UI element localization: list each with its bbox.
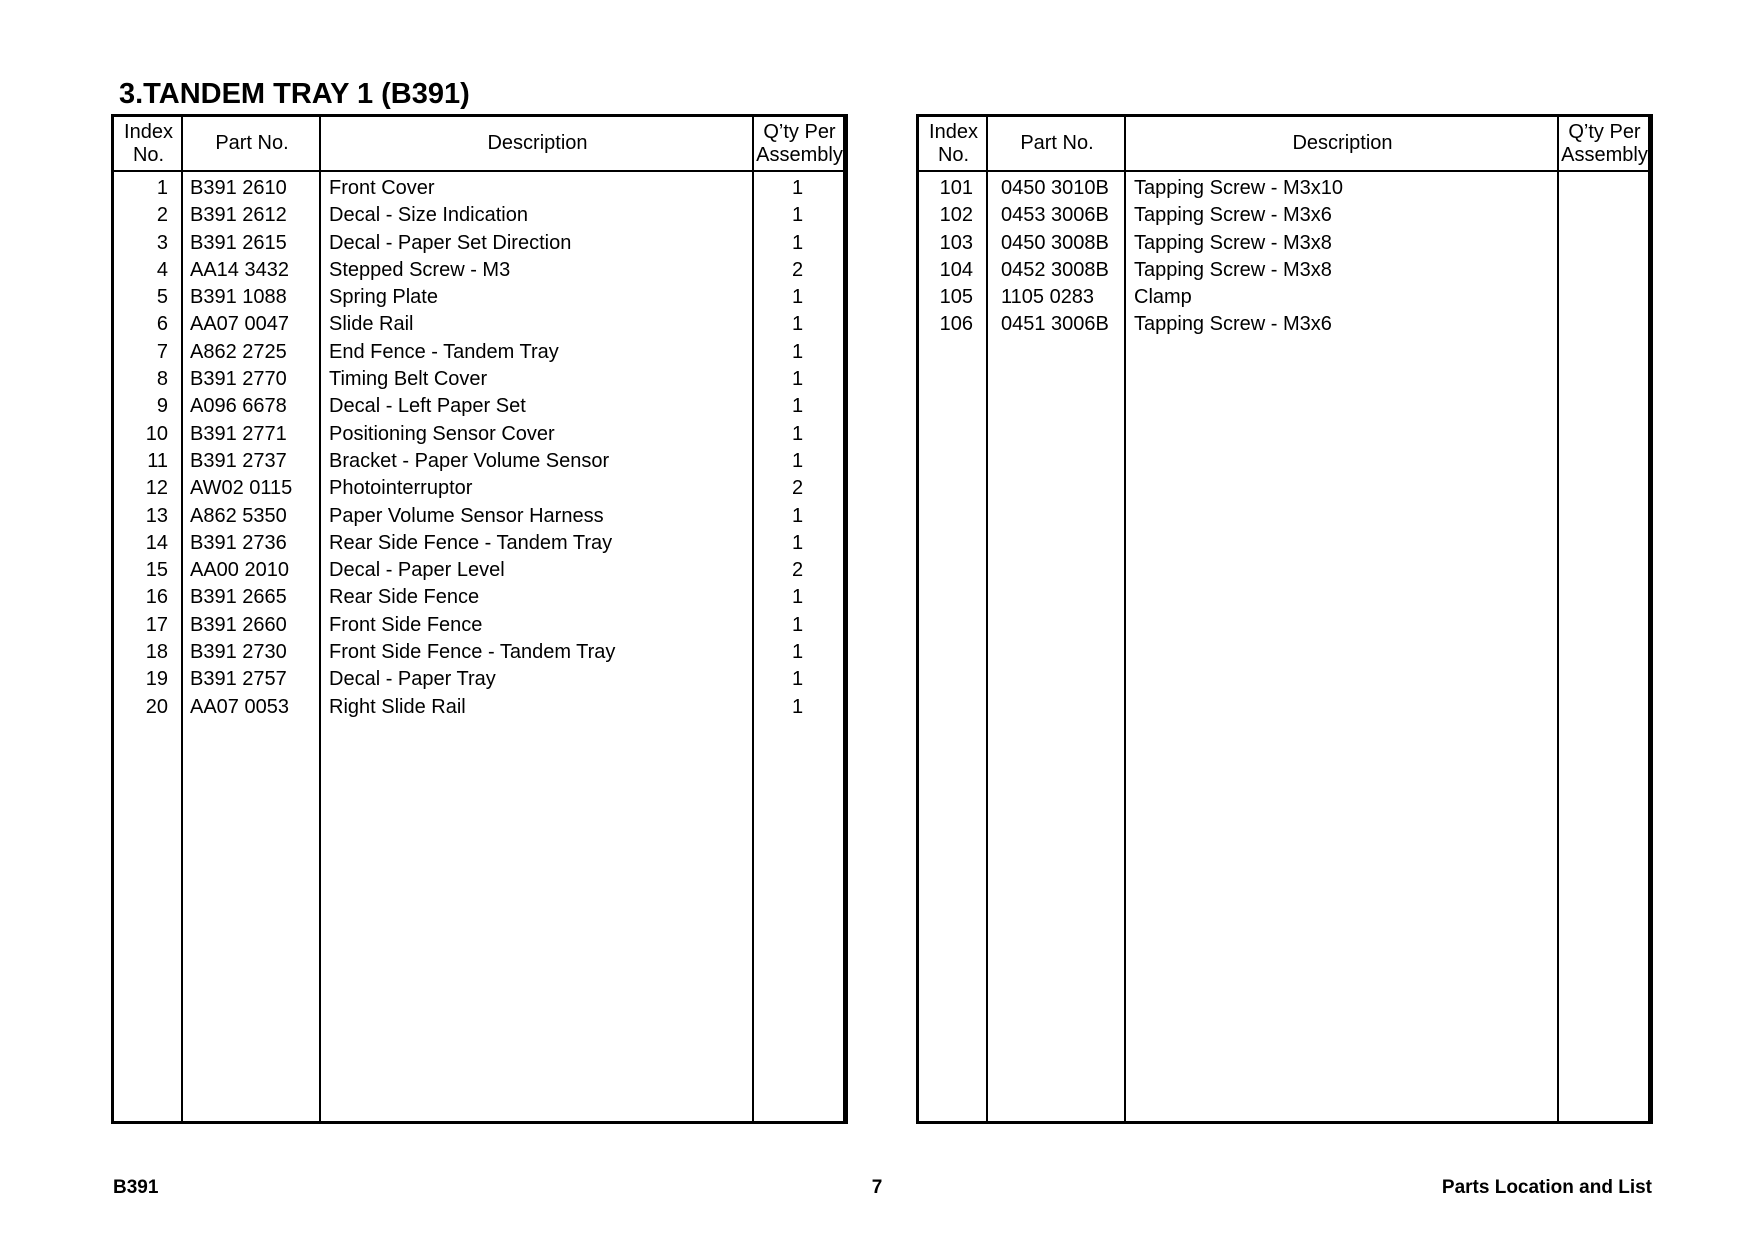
table-row	[114, 311, 845, 338]
table-body	[114, 175, 845, 721]
table-row	[114, 666, 845, 693]
qty-cell: 2	[791, 559, 804, 582]
qty-cell: 2	[791, 258, 804, 281]
part-no-cell: AA07 0053	[190, 695, 289, 718]
part-no-cell: AA14 3432	[190, 258, 289, 281]
table-row	[114, 339, 845, 366]
header-divider	[919, 170, 1650, 172]
description-cell: Front Side Fence - Tandem Tray	[329, 641, 616, 664]
part-no-cell: B391 2757	[190, 668, 287, 691]
qty-cell: 1	[791, 668, 804, 691]
footer-section: Parts Location and List	[1441, 1177, 1652, 1198]
description-cell: Slide Rail	[329, 313, 414, 336]
parts-table-left	[111, 114, 848, 1124]
qty-cell: 1	[791, 695, 804, 718]
header-index: Index No.	[124, 120, 173, 166]
table-row	[114, 257, 845, 284]
part-no-cell: B391 2770	[190, 368, 287, 391]
part-no-cell: 0452 3008B	[1001, 258, 1109, 281]
index-cell: 18	[145, 641, 168, 664]
index-cell: 12	[145, 477, 168, 500]
table-row	[114, 448, 845, 475]
header-qty: Q’ty Per Assembly	[1561, 120, 1648, 166]
part-no-cell: A862 5350	[190, 504, 287, 527]
table-row	[919, 311, 1650, 338]
part-no-cell: B391 2737	[190, 449, 287, 472]
index-cell: 3	[156, 231, 168, 254]
part-no-cell: 0453 3006B	[1001, 204, 1109, 227]
description-cell: Stepped Screw - M3	[329, 258, 511, 281]
table-row	[114, 202, 845, 229]
index-cell: 10	[145, 422, 168, 445]
table-row	[114, 503, 845, 530]
part-no-cell: 0450 3008B	[1001, 231, 1109, 254]
description-cell: Decal - Size Indication	[329, 204, 528, 227]
part-no-cell: B391 2665	[190, 586, 287, 609]
index-cell: 5	[156, 286, 168, 309]
index-cell: 102	[939, 204, 973, 227]
table-row	[114, 612, 845, 639]
index-cell: 7	[156, 340, 168, 363]
description-cell: Decal - Left Paper Set	[329, 395, 526, 418]
header-qty: Q’ty Per Assembly	[756, 120, 843, 166]
table-row	[114, 175, 845, 202]
index-cell: 8	[156, 368, 168, 391]
part-no-cell: B391 2610	[190, 177, 287, 199]
table-row	[114, 584, 845, 611]
index-cell: 4	[156, 258, 168, 281]
table-row	[114, 421, 845, 448]
qty-cell: 1	[791, 177, 804, 199]
description-cell: Timing Belt Cover	[329, 368, 488, 391]
description-cell: Tapping Screw - M3x6	[1134, 313, 1332, 336]
table-row	[114, 475, 845, 502]
page-title: 3.TANDEM TRAY 1 (B391)	[119, 78, 470, 110]
table-row	[114, 694, 845, 721]
qty-cell: 1	[791, 586, 804, 609]
description-cell: Tapping Screw - M3x8	[1134, 231, 1332, 254]
description-cell: Tapping Screw - M3x6	[1134, 204, 1332, 227]
index-cell: 103	[939, 231, 973, 254]
description-cell: Positioning Sensor Cover	[329, 422, 555, 445]
qty-cell: 1	[791, 340, 804, 363]
description-cell: Rear Side Fence	[329, 586, 480, 609]
qty-cell: 1	[791, 641, 804, 664]
index-cell: 16	[145, 586, 168, 609]
description-cell: Decal - Paper Set Direction	[329, 231, 572, 254]
description-cell: End Fence - Tandem Tray	[329, 340, 559, 363]
table-row	[114, 366, 845, 393]
part-no-cell: A096 6678	[190, 395, 287, 418]
description-cell: Paper Volume Sensor Harness	[329, 504, 604, 527]
qty-cell: 1	[791, 449, 804, 472]
index-cell: 14	[145, 531, 168, 554]
header-description: Description	[1292, 132, 1393, 154]
description-cell: Tapping Screw - M3x10	[1134, 177, 1343, 199]
qty-cell: 1	[791, 504, 804, 527]
description-cell: Front Cover	[329, 177, 435, 199]
qty-cell: 1	[791, 286, 804, 309]
index-cell: 1	[156, 177, 168, 199]
qty-cell: 1	[791, 395, 804, 418]
index-cell: 101	[939, 177, 973, 199]
index-cell: 19	[145, 668, 168, 691]
index-cell: 17	[145, 613, 168, 636]
qty-cell: 1	[791, 368, 804, 391]
header-index: Index No.	[929, 120, 978, 166]
qty-cell: 1	[791, 313, 804, 336]
table-row	[919, 230, 1650, 257]
header-divider	[114, 170, 845, 172]
index-cell: 105	[939, 286, 973, 309]
description-cell: Clamp	[1134, 286, 1192, 309]
part-no-cell: 0450 3010B	[1001, 177, 1109, 199]
part-no-cell: B391 1088	[190, 286, 287, 309]
qty-cell: 1	[791, 231, 804, 254]
index-cell: 13	[145, 504, 168, 527]
header-part-no: Part No.	[215, 132, 289, 154]
table-row	[114, 639, 845, 666]
part-no-cell: B391 2612	[190, 204, 287, 227]
header-description: Description	[487, 132, 588, 154]
table-row	[919, 202, 1650, 229]
part-no-cell: AA00 2010	[190, 559, 289, 582]
description-cell: Bracket - Paper Volume Sensor	[329, 449, 610, 472]
part-no-cell: B391 2730	[190, 641, 287, 664]
qty-cell: 1	[791, 422, 804, 445]
table-row	[114, 557, 845, 584]
index-cell: 106	[939, 313, 973, 336]
part-no-cell: 1105 0283	[1001, 286, 1095, 309]
qty-cell: 1	[791, 613, 804, 636]
description-cell: Decal - Paper Level	[329, 559, 505, 582]
table-row	[919, 257, 1650, 284]
header-part-no: Part No.	[1020, 132, 1094, 154]
part-no-cell: B391 2660	[190, 613, 287, 636]
index-cell: 11	[147, 449, 168, 472]
index-cell: 15	[145, 559, 168, 582]
footer-page-number: 7	[871, 1177, 883, 1198]
table-row	[919, 284, 1650, 311]
description-cell: Rear Side Fence - Tandem Tray	[329, 531, 613, 554]
index-cell: 20	[145, 695, 168, 718]
index-cell: 2	[156, 204, 168, 227]
index-cell: 6	[156, 313, 168, 336]
footer-model: B391	[113, 1177, 159, 1198]
part-no-cell: B391 2736	[190, 531, 287, 554]
table-row	[114, 530, 845, 557]
part-no-cell: A862 2725	[190, 340, 287, 363]
table-row	[114, 284, 845, 311]
qty-cell: 1	[791, 204, 804, 227]
part-no-cell: 0451 3006B	[1001, 313, 1109, 336]
table-row	[919, 175, 1650, 202]
table-body	[919, 175, 1650, 339]
description-cell: Tapping Screw - M3x8	[1134, 258, 1332, 281]
part-no-cell: B391 2615	[190, 231, 287, 254]
part-no-cell: AA07 0047	[190, 313, 289, 336]
description-cell: Decal - Paper Tray	[329, 668, 496, 691]
qty-cell: 2	[791, 477, 804, 500]
part-no-cell: AW02 0115	[190, 477, 293, 500]
description-cell: Right Slide Rail	[329, 695, 466, 718]
description-cell: Photointerruptor	[329, 477, 473, 500]
table-row	[114, 393, 845, 420]
description-cell: Spring Plate	[329, 286, 438, 309]
description-cell: Front Side Fence	[329, 613, 483, 636]
index-cell: 104	[939, 258, 973, 281]
qty-cell: 1	[791, 531, 804, 554]
part-no-cell: B391 2771	[190, 422, 287, 445]
parts-table-right	[916, 114, 1653, 1124]
index-cell: 9	[156, 395, 168, 418]
table-row	[114, 230, 845, 257]
